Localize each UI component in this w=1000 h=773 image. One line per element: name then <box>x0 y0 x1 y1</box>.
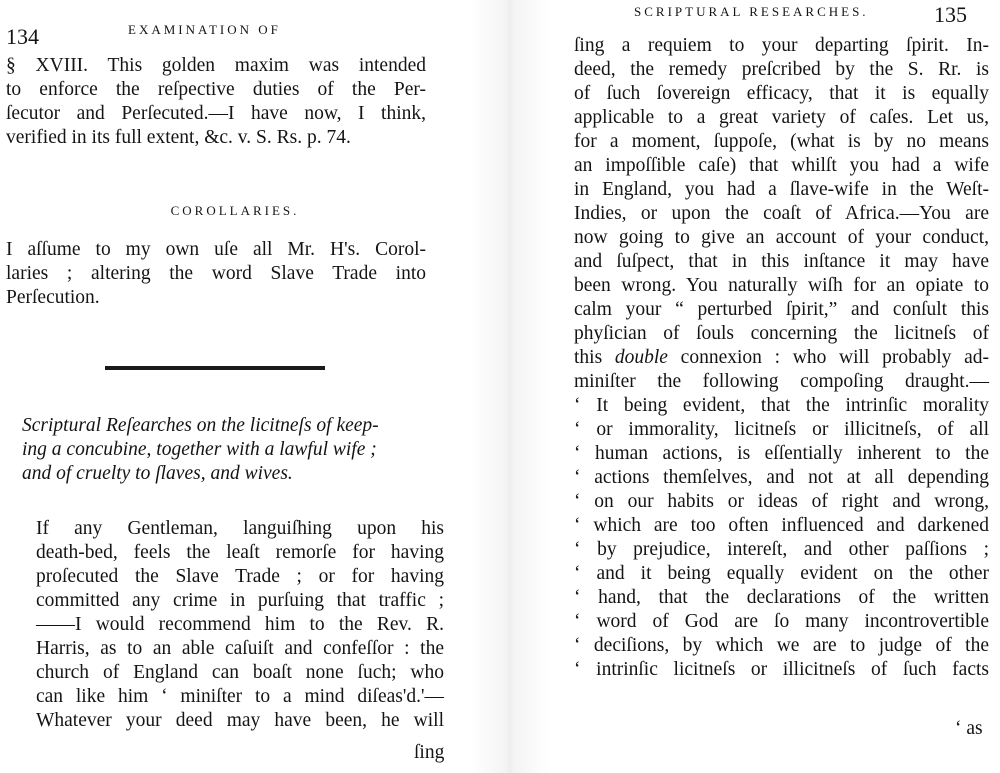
corollaries-paragraph <box>6 238 426 310</box>
text-line: of ſuch ſovereign efficacy, that it is equally <box>574 83 989 104</box>
text-line: I aſſume to my own uſe all Mr. H's. Corol- <box>6 239 426 260</box>
book-gutter <box>470 0 550 773</box>
text-line: ſecutor and Perſecuted.—I have now, I think, <box>6 103 426 124</box>
running-head: SCRIPTURAL RESEARCHES. <box>634 4 869 19</box>
body-paragraph <box>36 517 444 733</box>
text-line: ‘ hand, that the declarations of the written <box>574 587 989 608</box>
text-line: ‘ human actions, is eſſentially inherent to the <box>574 443 989 464</box>
text-line: phyſician of ſouls concerning the licitneſs of <box>574 323 989 344</box>
text-line: ſing a requiem to your departing ſpirit. In- <box>574 35 989 56</box>
text-line: can like him ‘ miniſter to a mind diſeas'd.'— <box>36 686 444 707</box>
text-line: ing a concubine, together with a lawful wife ; <box>22 439 377 460</box>
text-line: and ſuſpect, that in this inſtance it may have <box>574 251 989 272</box>
right-page <box>550 0 1000 773</box>
text-line: miniſter the following compoſing draught.— <box>574 371 989 392</box>
text-line: to enforce the reſpective duties of the Per- <box>6 79 426 100</box>
catchword: ſing <box>414 742 445 763</box>
body-paragraph <box>574 34 989 682</box>
text-line: ‘ by prejudice, intereſt, and other paſſions ; <box>574 539 989 560</box>
text-line: § XVIII. This golden maxim was intended <box>6 55 426 76</box>
text-line: If any Gentleman, languiſhing upon his <box>36 518 444 539</box>
text-line: ‘ which are too often influenced and darkened <box>574 515 989 536</box>
section-xviii-paragraph <box>6 54 426 150</box>
text-line: in England, you had a ſlave-wife in the Weſt- <box>574 179 989 200</box>
text-line: ‘ or immorality, licitneſs or illicitneſs, of all <box>574 419 989 440</box>
chapter-title <box>22 414 452 486</box>
text-line: ‘ actions themſelves, and not at all depending <box>574 467 989 488</box>
text-line: an impoſſible caſe) that whilſt you had a wife <box>574 155 989 176</box>
text-line: laries ; altering the word Slave Trade into <box>6 263 426 284</box>
text-line: ‘ It being evident, that the intrinſic morality <box>574 395 989 416</box>
text-line: verified in its full extent, &c. v. S. Rs. p. 74. <box>6 127 351 148</box>
left-page <box>0 0 470 773</box>
text-line: Indies, or upon the coaſt of Africa.—You are <box>574 203 989 224</box>
catchword: ‘ as <box>955 718 983 739</box>
running-head: EXAMINATION OF <box>128 22 281 37</box>
text-line: Harris, as to an able caſuiſt and confeſſor : the <box>36 638 444 659</box>
text-line: ‘ and it being equally evident on the other <box>574 563 989 584</box>
text-line: committed any crime in purſuing that traffic ; <box>36 590 444 611</box>
text-line: church of England can boaſt none ſuch; who <box>36 662 444 683</box>
text-line: ——I would recommend him to the Rev. R. <box>36 614 444 635</box>
text-line: Perſecution. <box>6 287 100 308</box>
page-number: 135 <box>934 2 967 27</box>
text-line: ‘ on our habits or ideas of right and wrong, <box>574 491 989 512</box>
text-line: this double connexion : who will probably ad- <box>574 347 989 368</box>
text-line: deed, the remedy preſcribed by the S. Rr. is <box>574 59 989 80</box>
text-line: ‘ word of God are ſo many incontrovertible <box>574 611 989 632</box>
text-line: now going to give an account of your conduct, <box>574 227 989 248</box>
text-line: proſecuted the Slave Trade ; or for having <box>36 566 444 587</box>
text-line: ‘ intrinſic licitneſs or illicitneſs of ſuch facts <box>574 659 989 680</box>
text-line: Scriptural Reſearches on the licitneſs of keep- <box>22 415 379 436</box>
corollaries-heading: COROLLARIES. <box>170 203 300 218</box>
text-line: and of cruelty to ſlaves, and wives. <box>22 463 293 484</box>
section-divider <box>105 366 325 370</box>
text-line: Whatever your deed may have been, he will <box>36 710 444 731</box>
text-line: been wrong. You naturally wiſh for an opiate to <box>574 275 989 296</box>
text-line: calm your “ perturbed ſpirit,” and conſult this <box>574 299 989 320</box>
text-line: ‘ deciſions, by which we are to judge of the <box>574 635 989 656</box>
text-line: applicable to a great variety of caſes. Let us, <box>574 107 989 128</box>
text-line: death-bed, feels the leaſt remorſe for having <box>36 542 444 563</box>
page-number: 134 <box>6 24 39 49</box>
text-line: for a moment, ſuppoſe, (what is by no means <box>574 131 989 152</box>
